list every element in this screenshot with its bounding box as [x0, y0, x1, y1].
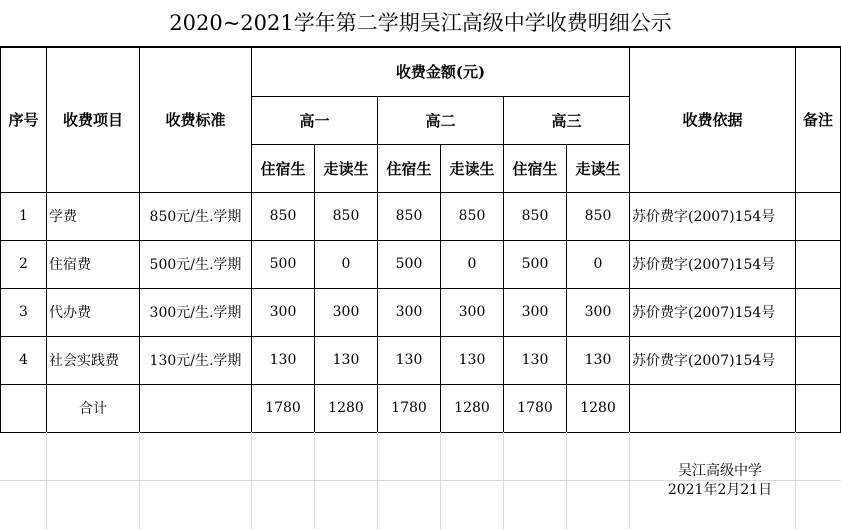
total-g1-day: 1280 [315, 384, 378, 432]
total-label: 合计 [47, 384, 140, 432]
total-basis [630, 384, 796, 432]
total-row [1, 384, 841, 432]
row-index: 2 [1, 240, 47, 288]
header-basis: 收费依据 [630, 47, 796, 192]
total-remark [796, 384, 841, 432]
row-g1-boarding: 300 [252, 288, 315, 336]
row-item: 社会实践费 [47, 336, 140, 384]
row-g3-boarding: 300 [504, 288, 567, 336]
row-g1-day: 300 [315, 288, 378, 336]
header-grade1-boarding: 住宿生 [252, 144, 315, 192]
row-g1-boarding: 850 [252, 192, 315, 240]
row-item: 代办费 [47, 288, 140, 336]
row-g2-day: 300 [441, 288, 504, 336]
row-g1-boarding: 130 [252, 336, 315, 384]
total-g2-day: 1280 [441, 384, 504, 432]
row-g2-boarding: 850 [378, 192, 441, 240]
row-g1-day: 0 [315, 240, 378, 288]
row-standard: 500元/生.学期 [140, 240, 252, 288]
total-index [1, 384, 47, 432]
header-index: 序号 [1, 47, 47, 192]
total-g1-boarding: 1780 [252, 384, 315, 432]
row-g2-day: 850 [441, 192, 504, 240]
row-standard: 130元/生.学期 [140, 336, 252, 384]
header-grade3-boarding: 住宿生 [504, 144, 567, 192]
header-grade2-boarding: 住宿生 [378, 144, 441, 192]
row-g2-day: 0 [441, 240, 504, 288]
total-g3-day: 1280 [567, 384, 630, 432]
total-standard [140, 384, 252, 432]
header-standard: 收费标准 [140, 47, 252, 192]
row-g1-boarding: 500 [252, 240, 315, 288]
header-grade1: 高一 [252, 96, 378, 144]
row-basis: 苏价费字(2007)154号 [630, 240, 796, 288]
row-g2-day: 130 [441, 336, 504, 384]
row-remark [796, 288, 841, 336]
header-grade1-day: 走读生 [315, 144, 378, 192]
total-g2-boarding: 1780 [378, 384, 441, 432]
row-g1-day: 130 [315, 336, 378, 384]
footer-date: 2021年2月21日 [667, 482, 773, 498]
row-remark [796, 192, 841, 240]
row-basis: 苏价费字(2007)154号 [630, 336, 796, 384]
header-grade2-day: 走读生 [441, 144, 504, 192]
row-item: 学费 [47, 192, 140, 240]
row-index: 1 [1, 192, 47, 240]
table-row [1, 240, 841, 288]
header-amount-group: 收费金额(元) [252, 47, 630, 96]
footer-signature [640, 462, 800, 500]
page-title: 2020~2021学年第二学期吴江高级中学收费明细公示 [169, 11, 672, 35]
row-basis: 苏价费字(2007)154号 [630, 192, 796, 240]
row-g3-day: 0 [567, 240, 630, 288]
row-standard: 300元/生.学期 [140, 288, 252, 336]
row-g1-day: 850 [315, 192, 378, 240]
header-grade3-day: 走读生 [567, 144, 630, 192]
row-g2-boarding: 130 [378, 336, 441, 384]
footer-org: 吴江高级中学 [678, 463, 762, 479]
row-g3-boarding: 500 [504, 240, 567, 288]
row-g3-boarding: 850 [504, 192, 567, 240]
header-grade2: 高二 [378, 96, 504, 144]
row-g3-day: 300 [567, 288, 630, 336]
row-g3-boarding: 130 [504, 336, 567, 384]
table-row [1, 288, 841, 336]
row-index: 4 [1, 336, 47, 384]
row-g3-day: 130 [567, 336, 630, 384]
header-remark: 备注 [796, 47, 841, 192]
row-index: 3 [1, 288, 47, 336]
row-basis: 苏价费字(2007)154号 [630, 288, 796, 336]
row-g2-boarding: 300 [378, 288, 441, 336]
total-g3-boarding: 1780 [504, 384, 567, 432]
fee-table [0, 46, 841, 433]
row-remark [796, 336, 841, 384]
row-standard: 850元/生.学期 [140, 192, 252, 240]
table-row [1, 336, 841, 384]
table-row [1, 192, 841, 240]
header-grade3: 高三 [504, 96, 630, 144]
row-remark [796, 240, 841, 288]
row-g3-day: 850 [567, 192, 630, 240]
row-g2-boarding: 500 [378, 240, 441, 288]
row-item: 住宿费 [47, 240, 140, 288]
header-item: 收费项目 [47, 47, 140, 192]
